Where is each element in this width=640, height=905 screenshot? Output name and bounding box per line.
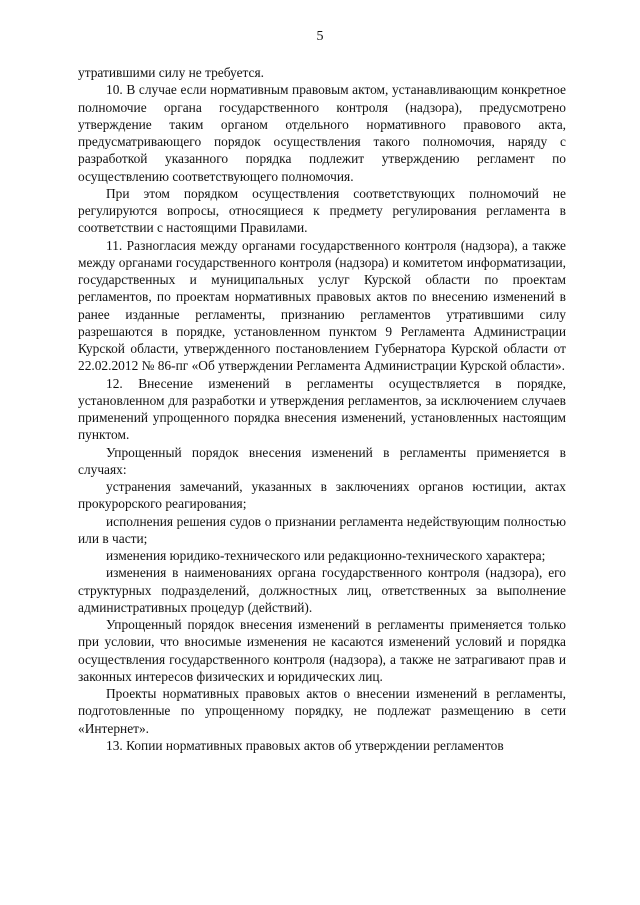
paragraph-case-remarks: устранения замечаний, указанных в заключениях органов юстиции, актах прокурорского реагирования;: [78, 479, 566, 512]
paragraph-item-10-note: При этом порядком осуществления соответствующих полномочий не регулируются вопросы, относящиеся к предмету регулирования регламента в соответствии с настоящими Правилами.: [78, 185, 566, 236]
paragraph-case-technical-changes: изменения юридико-технического или редакционно-технического характера;: [106, 548, 546, 563]
body-text: [78, 64, 566, 754]
paragraph-item-12: 12. Внесение изменений в регламенты осуществляется в порядке, установленном для разработки и утверждения регламентов, за исключением случаев применений упрощенного порядка внесения изменений, установленных настоящим пунктом.: [78, 375, 566, 443]
paragraph-simplified-procedure-cases: Упрощенный порядок внесения изменений в регламенты применяется в случаях:: [78, 444, 566, 477]
paragraph-item-10: 10. В случае если нормативным правовым актом, устанавливающим конкретное полномочие органа государственного контроля (надзора), предусмотрено утверждение таким органом отдельного нормативного правового акта, предусматривающего порядок осуществления такого полномочия, наряду с разработкой указанного порядка подлежит утверждению регламент по осуществлению соответствующего полномочия.: [78, 82, 566, 184]
paragraph-continuation: утратившими силу не требуется.: [78, 65, 264, 80]
paragraph-item-13: 13. Копии нормативных правовых актов об утверждении регламентов: [106, 737, 504, 753]
page-number: 5: [316, 29, 324, 44]
paragraph-case-court-decisions: исполнения решения судов о признании регламента недействующим полностью или в части;: [78, 513, 566, 546]
paragraph-case-name-changes: изменения в наименованиях органа государственного контроля (надзора), его структурных подразделений, должностных лиц, ответственных за выполнение административных процедур (действий).: [78, 565, 566, 615]
paragraph-simplified-procedure-condition: Упрощенный порядок внесения изменений в регламенты применяется только при условии, что вносимые изменения не касаются изменений условий и порядка осуществления государственного контроля (надзора), а также не затрагивают прав и законных интересов физических и юридических лиц.: [78, 617, 566, 684]
paragraph-item-11: 11. Разногласия между органами государственного контроля (надзора), а также между органами государственного контроля (надзора) и комитетом информатизации, государственных и муниципальных услуг Курской области по проектам регламентов, по проектам нормативных правовых актов по внесению изменений в ранее изданные регламенты, признанию регламентов утратившими силу разрешаются в порядке, установленном пунктом 9 Регламента Администрации Курской области, утвержденного постановлением Губернатора Курской области от 22.02.2012 № 86-пг «Об утверждении Регламента Администрации Курской области».: [78, 237, 566, 374]
paragraph-internet-placement: Проекты нормативных правовых актов о внесении изменений в регламенты, подготовленные по упрощенному порядку, не подлежат размещению в сети «Интернет».: [78, 686, 566, 736]
